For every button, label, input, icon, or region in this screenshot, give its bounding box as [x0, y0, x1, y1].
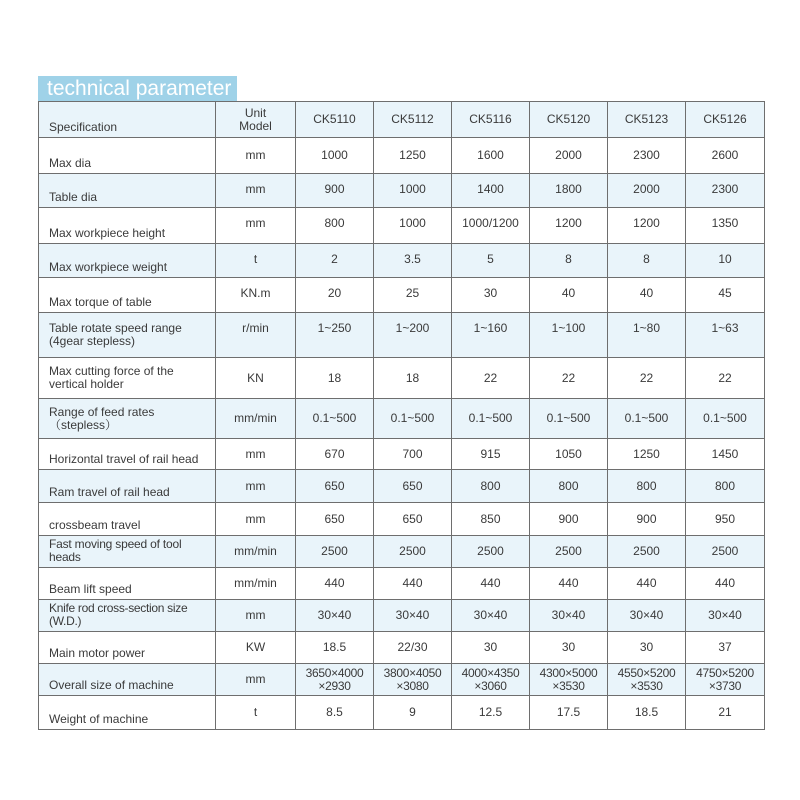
spec-cell [39, 138, 216, 174]
value-text: 1200 [555, 216, 582, 230]
table-row [39, 244, 765, 278]
value-text: 650 [402, 511, 423, 526]
value-cell [374, 600, 452, 632]
value-text: 1600 [477, 148, 504, 162]
value-text: ×3530 [552, 678, 585, 693]
value-text: 0.1~500 [468, 411, 513, 425]
value-cell [686, 696, 765, 730]
spec-text: Max torque of table [49, 295, 152, 309]
header-unit-label: Unit [244, 105, 267, 120]
table-row [39, 208, 765, 244]
unit-cell: mm [216, 600, 296, 632]
value-text: 22/30 [397, 640, 428, 654]
value-text: 440 [480, 576, 501, 590]
spec-cell [39, 470, 216, 503]
value-cell [530, 470, 608, 503]
value-text: 800 [714, 478, 736, 493]
value-text: 440 [636, 576, 657, 590]
value-text: 0.1~500 [703, 411, 747, 425]
value-cell [374, 632, 452, 664]
table-row [39, 503, 765, 536]
unit-cell: mm [216, 439, 296, 470]
value-text: ×3730 [708, 678, 742, 693]
header-unit-model [216, 102, 296, 138]
value-cell [452, 696, 530, 730]
value-cell [296, 174, 374, 208]
value-cell [452, 664, 530, 696]
value-text: 30×40 [708, 608, 742, 622]
value-text: 30×40 [317, 608, 352, 622]
value-text: 4550×5200 [617, 665, 676, 680]
value-cell [530, 536, 608, 568]
table-body [39, 102, 765, 730]
spec-cell [39, 696, 216, 730]
spec-text: Beam lift speed [49, 582, 132, 596]
value-cell [686, 313, 765, 358]
value-cell [686, 568, 765, 600]
value-text: 9 [409, 705, 416, 719]
value-cell [686, 439, 765, 470]
value-text: 30×40 [551, 608, 586, 622]
value-text: 22 [483, 370, 498, 385]
value-text: 2500 [555, 544, 582, 558]
value-text: 2000 [555, 148, 582, 162]
table-row [39, 696, 765, 730]
spec-cell [39, 313, 216, 358]
value-cell [374, 568, 452, 600]
table-header-row [39, 102, 765, 138]
value-text: 1050 [555, 446, 582, 461]
value-cell [608, 399, 686, 439]
value-cell [296, 503, 374, 536]
unit-cell: mm/min [216, 536, 296, 568]
value-cell [296, 138, 374, 174]
value-text: 1200 [633, 216, 660, 230]
technical-parameter-table [38, 101, 765, 730]
value-text: 30 [483, 286, 498, 300]
spec-text: （stepless） [49, 417, 118, 432]
value-cell [296, 536, 374, 568]
value-text: 1~160 [473, 321, 508, 335]
value-text: 22 [639, 370, 654, 385]
value-cell [452, 174, 530, 208]
header-model: CK5123 [608, 102, 686, 138]
value-text: 1250 [633, 446, 660, 461]
value-text: ×2930 [318, 678, 351, 693]
value-text: 800 [480, 478, 501, 493]
spec-text: Weight of machine [49, 712, 149, 726]
value-cell [296, 278, 374, 313]
value-cell [530, 358, 608, 399]
value-text: 37 [718, 640, 732, 654]
unit-cell: mm/min [216, 399, 296, 439]
value-cell [608, 568, 686, 600]
spec-cell [39, 208, 216, 244]
spec-cell [39, 358, 216, 399]
header-model: CK5110 [296, 102, 374, 138]
value-text: 2500 [399, 544, 426, 558]
spec-cell [39, 568, 216, 600]
spec-text: (4gear stepless) [49, 334, 136, 348]
value-cell [686, 600, 765, 632]
value-cell [374, 208, 452, 244]
unit-cell: mm [216, 208, 296, 244]
value-cell [608, 503, 686, 536]
unit-cell: KW [216, 632, 296, 664]
value-cell [374, 313, 452, 358]
value-text: 3800×4050 [383, 665, 442, 680]
value-text: 2500 [477, 544, 504, 558]
spec-text: Max workpiece height [49, 226, 166, 240]
value-cell [374, 536, 452, 568]
value-cell [608, 278, 686, 313]
spec-cell [39, 632, 216, 664]
value-cell [686, 536, 765, 568]
value-cell [608, 600, 686, 632]
value-cell [374, 278, 452, 313]
unit-cell: t [216, 696, 296, 730]
value-cell [530, 244, 608, 278]
value-cell [452, 358, 530, 399]
value-cell [530, 503, 608, 536]
value-cell [296, 208, 374, 244]
spec-text: Overall size of machine [49, 678, 174, 692]
value-cell [530, 696, 608, 730]
value-text: ×3060 [474, 678, 507, 693]
value-cell [296, 470, 374, 503]
header-model: CK5112 [374, 102, 452, 138]
spec-text: Table rotate speed range [49, 321, 182, 335]
value-cell [608, 358, 686, 399]
value-cell [374, 399, 452, 439]
unit-cell: KN [216, 358, 296, 399]
value-text: 45 [718, 286, 732, 300]
header-model-label: Model [239, 118, 272, 133]
value-text: 30 [483, 640, 498, 654]
table-row [39, 313, 765, 358]
value-cell [296, 664, 374, 696]
spec-text: Max cutting force of the [49, 364, 174, 378]
value-text: 22 [561, 370, 576, 385]
value-text: 4750×5200 [696, 665, 754, 680]
spec-cell [39, 536, 216, 568]
table-row [39, 568, 765, 600]
value-cell [608, 696, 686, 730]
table-row [39, 358, 765, 399]
value-text: 30 [639, 640, 654, 654]
value-cell [608, 536, 686, 568]
value-text: 21 [718, 705, 732, 719]
value-cell [296, 313, 374, 358]
value-cell [296, 696, 374, 730]
value-text: 2500 [711, 544, 739, 558]
unit-cell: KN.m [216, 278, 296, 313]
value-cell [452, 278, 530, 313]
value-text: 0.1~500 [546, 411, 591, 425]
value-text: 1~100 [551, 321, 586, 335]
value-text: 900 [636, 511, 657, 526]
spec-text: Range of feed rates [49, 404, 155, 419]
spec-text: Max dia [49, 156, 92, 170]
value-text: 40 [561, 286, 576, 300]
value-text: 2500 [321, 544, 348, 558]
value-text: 670 [324, 446, 345, 461]
value-cell [452, 208, 530, 244]
table-row [39, 278, 765, 313]
spec-text: vertical holder [49, 377, 124, 391]
value-cell [608, 244, 686, 278]
value-text: 2300 [711, 182, 739, 196]
spec-cell [39, 664, 216, 696]
value-text: 0.1~500 [624, 411, 669, 425]
value-cell [452, 470, 530, 503]
value-text: 1~63 [711, 321, 739, 335]
value-text: 1000 [321, 148, 348, 162]
value-cell [608, 632, 686, 664]
header-model: CK5126 [686, 102, 765, 138]
value-text: 0.1~500 [390, 411, 435, 425]
value-text: 18 [405, 370, 420, 385]
value-text: 800 [558, 478, 579, 493]
value-cell [296, 399, 374, 439]
value-text: 20 [327, 286, 342, 300]
value-cell [530, 174, 608, 208]
section-title: technical parameter [38, 76, 237, 101]
value-cell [452, 536, 530, 568]
value-cell [452, 632, 530, 664]
table-row [39, 470, 765, 503]
value-text: ×3530 [630, 678, 663, 693]
value-cell [608, 313, 686, 358]
value-cell [530, 600, 608, 632]
spec-text: Fast moving speed of tool heads [49, 537, 182, 564]
value-text: 18.5 [322, 640, 347, 654]
unit-cell: mm/min [216, 568, 296, 600]
value-text: ×3080 [396, 678, 429, 693]
value-text: 1350 [711, 216, 739, 230]
value-cell [452, 244, 530, 278]
value-cell [686, 632, 765, 664]
value-text: 2600 [711, 148, 739, 162]
value-cell [452, 399, 530, 439]
value-text: 2000 [633, 182, 660, 196]
value-text: 650 [324, 478, 345, 493]
value-text: 40 [639, 286, 654, 300]
value-text: 650 [324, 511, 345, 526]
value-text: 440 [714, 576, 736, 590]
value-text: 700 [402, 446, 423, 461]
value-text: 440 [402, 576, 423, 590]
value-cell [452, 568, 530, 600]
value-text: 950 [714, 511, 736, 526]
value-cell [530, 278, 608, 313]
value-cell [530, 138, 608, 174]
spec-cell [39, 244, 216, 278]
value-cell [686, 174, 765, 208]
value-cell [686, 138, 765, 174]
table-row [39, 536, 765, 568]
unit-cell: r/min [216, 313, 296, 358]
value-text: 3650×4000 [305, 665, 364, 680]
table-row [39, 138, 765, 174]
value-cell [608, 138, 686, 174]
unit-cell: mm [216, 664, 296, 696]
value-cell [452, 313, 530, 358]
value-text: 900 [324, 182, 345, 196]
spec-cell [39, 278, 216, 313]
value-cell [608, 208, 686, 244]
value-text: 5 [487, 252, 494, 266]
value-text: 1250 [399, 148, 426, 162]
value-text: 1000/1200 [462, 216, 519, 230]
value-cell [686, 278, 765, 313]
spec-cell [39, 600, 216, 632]
value-text: 900 [558, 511, 579, 526]
value-text: 22 [718, 370, 732, 385]
value-text: 915 [480, 446, 501, 461]
value-text: 8.5 [326, 705, 343, 719]
unit-cell: mm [216, 174, 296, 208]
value-cell [686, 358, 765, 399]
value-cell [686, 503, 765, 536]
value-cell [374, 138, 452, 174]
value-cell [374, 470, 452, 503]
table-row [39, 664, 765, 696]
value-cell [686, 470, 765, 503]
value-text: 4300×5000 [539, 665, 598, 680]
spec-text: Main motor power [49, 646, 146, 660]
value-cell [530, 568, 608, 600]
value-text: 1~200 [395, 321, 430, 335]
value-cell [686, 664, 765, 696]
spec-cell [39, 174, 216, 208]
value-text: 30×40 [395, 608, 430, 622]
value-text: 17.5 [556, 705, 581, 719]
value-cell [374, 358, 452, 399]
header-model: CK5120 [530, 102, 608, 138]
value-text: 440 [558, 576, 579, 590]
value-cell [530, 313, 608, 358]
value-text: 800 [324, 216, 345, 230]
value-text: 18 [327, 370, 342, 385]
value-cell [452, 439, 530, 470]
value-text: 1800 [555, 182, 582, 196]
value-cell [296, 358, 374, 399]
spec-text: Horizontal travel of rail head [49, 452, 199, 466]
value-text: 2500 [633, 544, 660, 558]
value-text: 25 [405, 286, 420, 300]
spec-cell [39, 399, 216, 439]
value-cell [530, 399, 608, 439]
spec-cell [39, 503, 216, 536]
value-cell [296, 244, 374, 278]
value-text: 1400 [477, 182, 504, 196]
spec-text: Ram travel of rail head [49, 485, 170, 499]
spec-text: Max workpiece weight [49, 260, 168, 274]
value-cell [608, 174, 686, 208]
value-cell [374, 696, 452, 730]
value-cell [608, 664, 686, 696]
value-cell [374, 439, 452, 470]
value-cell [374, 174, 452, 208]
value-text: 1000 [399, 182, 426, 196]
unit-cell: mm [216, 503, 296, 536]
value-text: 12.5 [478, 705, 503, 719]
table-row [39, 600, 765, 632]
value-cell [452, 138, 530, 174]
spec-text: Table dia [49, 190, 98, 204]
spec-text: crossbeam travel [49, 518, 141, 532]
unit-cell: t [216, 244, 296, 278]
value-text: 3.5 [404, 252, 421, 266]
value-cell [686, 244, 765, 278]
header-model: CK5116 [452, 102, 530, 138]
value-cell [296, 632, 374, 664]
header-specification: Specification [39, 102, 216, 138]
table-row [39, 632, 765, 664]
value-text: 2300 [633, 148, 660, 162]
value-cell [374, 664, 452, 696]
value-cell [530, 664, 608, 696]
value-cell [686, 399, 765, 439]
value-text: 1000 [399, 216, 426, 230]
value-cell [296, 600, 374, 632]
value-text: 10 [718, 252, 732, 266]
value-text: 800 [636, 478, 657, 493]
value-text: 650 [402, 478, 423, 493]
value-cell [686, 208, 765, 244]
value-cell [296, 568, 374, 600]
value-text: 30×40 [629, 608, 664, 622]
value-cell [530, 208, 608, 244]
value-text: 1450 [711, 446, 739, 461]
table-row [39, 174, 765, 208]
value-text: 30×40 [473, 608, 508, 622]
value-text: 1~80 [632, 321, 661, 335]
value-cell [374, 244, 452, 278]
unit-cell: mm [216, 470, 296, 503]
value-text: 1~250 [317, 321, 352, 335]
spec-cell [39, 439, 216, 470]
value-cell [608, 470, 686, 503]
value-text: 850 [480, 511, 501, 526]
value-text: 0.1~500 [312, 411, 357, 425]
value-text: 18.5 [634, 705, 659, 719]
value-cell [608, 439, 686, 470]
value-cell [374, 503, 452, 536]
spec-text: Knife rod cross-section size (W.D.) [49, 601, 188, 628]
unit-cell: mm [216, 138, 296, 174]
value-cell [530, 632, 608, 664]
value-text: 8 [565, 252, 572, 266]
value-text: 8 [643, 252, 650, 266]
table-row [39, 439, 765, 470]
value-cell [452, 503, 530, 536]
value-cell [452, 600, 530, 632]
value-text: 4000×4350 [461, 665, 520, 680]
value-text: 2 [331, 252, 338, 266]
value-cell [296, 439, 374, 470]
value-text: 440 [324, 576, 345, 590]
table-row [39, 399, 765, 439]
value-text: 30 [561, 640, 576, 654]
value-cell [530, 439, 608, 470]
